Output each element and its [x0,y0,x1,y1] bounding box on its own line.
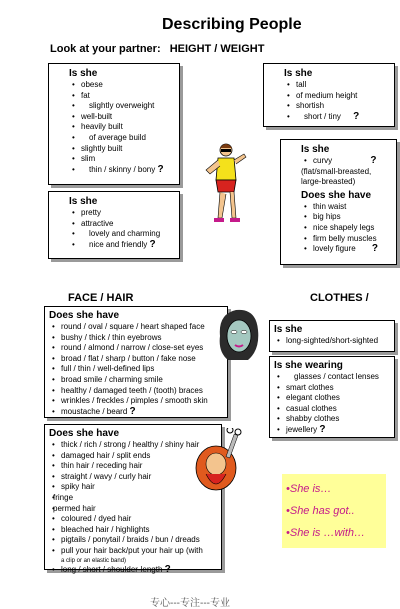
list-item [49,565,221,576]
question-mark: ? [370,155,377,166]
phrase-she-has-got: •She has got.. [286,505,355,517]
figure-list [301,156,396,188]
list-item: • thin hair / receding hair [49,461,221,472]
question-mark: ? [164,563,171,575]
list-item-text: curvy [313,156,333,165]
list-item: • elegant clothes [274,393,394,404]
wearing-box [269,356,395,438]
figure-list-2 [301,202,396,255]
list-item: • broad / flat / sharp / button / fake nose [49,354,227,365]
list-item: • big hips [301,212,396,223]
phrases-box [282,474,386,548]
looks-box [48,191,180,259]
list-item [301,156,396,167]
looks-heading: Is she [69,196,98,207]
list-item: • permed hair [49,504,221,515]
woman-figure-illustration [198,140,253,225]
list-item-text: jewellery [286,424,318,434]
list-item [301,244,396,255]
list-item: • pigtails / ponytail / braids / bun / dreads [49,535,221,546]
list-item: • damaged hair / split ends [49,451,221,462]
build-box [48,63,180,185]
list-item: • tall [284,80,394,91]
list-item: large-breasted) [301,177,356,187]
list-item: • shabby clothes [274,414,394,425]
list-item-text: thin / skinny / bony [89,164,156,174]
height-list [284,80,394,122]
list-item: • nice shapely legs [301,223,396,234]
list-item: • bleached hair / highlights [49,525,221,536]
list-item: • obese [69,80,179,91]
list-item-text: long / short / shoulder-length [61,564,163,574]
list-item: • bushy / thick / thin eyebrows [49,333,227,344]
list-item: • pretty [69,208,179,219]
list-item: • attractive [69,219,179,230]
list-item: • slightly overweight [69,101,179,112]
subtitle-topic: HEIGHT / WEIGHT [169,43,265,55]
list-item: • pull your hair back/put your hair up (with [49,546,221,557]
build-list [69,80,179,175]
list-item: • full / thin / well-defined lips [49,364,227,375]
list-item: • casual clothes [274,404,394,415]
eyesight-list [274,336,394,347]
list-item: • fat [69,91,179,102]
hair-heading: Does she have [49,428,120,439]
list-item: a clip or an elastic band) [61,557,127,564]
list-item: • slightly built [69,144,179,155]
phrase-she-is-with: •She is …with… [286,527,366,539]
hairdresser-illustration [188,428,250,498]
list-item [49,407,227,418]
list-item: • of average build [69,133,179,144]
list-item: • lovely and charming [69,229,179,240]
eyesight-box [269,320,395,352]
list-item [274,425,394,436]
list-item: • glasses / contact lenses [274,372,394,383]
phrase-she-is: •She is… [286,483,332,495]
list-item: • spiky hair [49,482,221,493]
list-item: • firm belly muscles [301,234,396,245]
question-mark: ? [129,405,136,417]
list-item: • shortish [284,101,394,112]
figure-heading-2: Does she have [301,189,372,201]
eyesight-heading: Is she [274,324,303,335]
list-item: • heavily built [69,122,179,133]
question-mark: ? [157,163,164,175]
list-item: • straight / wavy / curly hair [49,472,221,483]
face-list [49,322,227,417]
list-item: • healthy / damaged teeth / (tooth) braces [49,386,227,397]
build-heading: Is she [69,68,98,79]
face-hair-title: FACE / HAIR [68,292,134,304]
face-box [44,306,228,418]
list-item: • round / almond / narrow / close-set eyes [49,343,227,354]
list-item: • fringe [49,493,221,504]
question-mark: ? [319,423,326,435]
page-title: Describing People [162,16,302,33]
question-mark: ? [353,110,360,122]
subtitle-lead: Look at your partner: [50,43,161,55]
figure-heading: Is she [301,144,330,155]
list-item-text: moustache / beard [61,406,128,416]
question-mark: ? [371,243,379,255]
face-heading: Does she have [49,310,120,321]
list-item: (flat/small-breasted, [301,166,372,176]
list-item [284,112,394,123]
face-illustration [214,306,262,362]
height-heading: Is she [284,68,313,79]
wearing-list [274,372,394,436]
list-item [69,240,179,251]
wearing-heading: Is she wearing [274,360,343,371]
list-item: • coloured / dyed hair [49,514,221,525]
list-item: • thin waist [301,202,396,213]
subtitle [50,43,264,55]
list-item [69,165,179,176]
list-item: • well-built [69,112,179,123]
clothes-title: CLOTHES / [310,292,369,304]
list-item-text: lovely figure [313,244,356,254]
height-box [263,63,395,127]
list-item: • of medium height [284,91,394,102]
list-item: • broad smile / charming smile [49,375,227,386]
figure-box [280,139,397,265]
list-item: • thick / rich / strong / healthy / shiny hair [49,440,221,451]
list-item: • slim [69,154,179,165]
list-item: • wrinkles / freckles / pimples / smooth skin [49,396,227,407]
looks-list [69,208,179,250]
list-item-text: short / tiny [304,111,341,121]
footer-text: 专心---专注---专业 [150,598,230,609]
question-mark: ? [149,238,156,250]
list-item: • smart clothes [274,383,394,394]
list-item: • long-sighted/short-sighted [274,336,394,347]
list-item: • round / oval / square / heart shaped face [49,322,227,333]
list-item-text: nice and friendly [89,239,148,249]
